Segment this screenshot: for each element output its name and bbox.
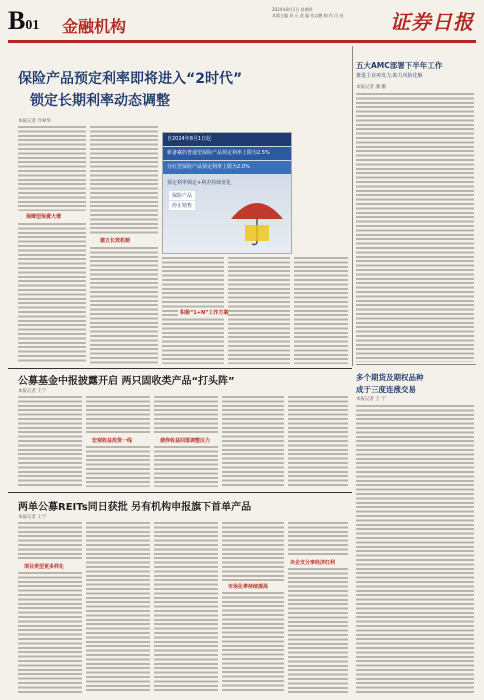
lead-col2-a bbox=[90, 125, 158, 235]
mid-col2-a bbox=[86, 395, 150, 435]
lead-col1-b bbox=[18, 222, 86, 364]
umbrella-icon bbox=[227, 191, 287, 249]
page-header bbox=[0, 0, 484, 44]
mid-col1 bbox=[18, 395, 82, 487]
bottom-headline: 两单公募REITs同日获批 另有机构申报旗下首单产品 bbox=[18, 502, 252, 513]
right-story-2-subtitle: 成于三度连涨交易 bbox=[356, 385, 416, 394]
issue-meta: 2024年8月1日 星期四 本版主编 袁 元 责 编 张志鹏 制 作 闫 亮 bbox=[272, 7, 344, 18]
graphic-tag-1: 保险产品 bbox=[169, 191, 195, 200]
right-story-1-subtitle: 推进主业再发力,助力风险化解 bbox=[356, 73, 423, 79]
mid-subhead-1: 宏观收益投资一线 bbox=[92, 438, 133, 444]
bottom-col5-a bbox=[288, 521, 348, 557]
graphic-band-3: 分红型保险产品预定利率上限为2.0% bbox=[163, 161, 291, 174]
right-story-1-byline: 本报记者 潘 鹏 bbox=[356, 85, 386, 90]
bottom-col2 bbox=[86, 521, 150, 693]
section-title: 金融机构 bbox=[62, 17, 127, 36]
mid-subhead-2: 债券收益回落调整压力 bbox=[160, 438, 211, 444]
lead-subhead-1: 保障型保费大增 bbox=[26, 214, 62, 220]
header-rule bbox=[8, 40, 476, 43]
lead-col1-a bbox=[18, 125, 86, 211]
bottom-top-rule bbox=[8, 492, 352, 493]
lead-headline: 保险产品预定利率即将进入“2时代” 锁定长期利率动态调整 bbox=[18, 71, 243, 109]
newspaper-logo: 证券日报 bbox=[390, 10, 474, 34]
lead-subhead-3: 积极“1+N”工作方案 bbox=[180, 310, 229, 316]
column-divider bbox=[352, 46, 353, 366]
mid-headline: 公募基金中报披露开启 两只固收类产品“打头阵” bbox=[18, 376, 235, 387]
lead-col5 bbox=[294, 256, 348, 364]
mid-col2-b bbox=[86, 445, 150, 487]
bottom-subhead-1: 项目类型更多样化 bbox=[24, 564, 65, 570]
mid-col3-b bbox=[154, 445, 218, 487]
bottom-byline: 本报记者 王宁 bbox=[18, 515, 47, 520]
bottom-subhead-3: 央企支分享经济红利 bbox=[290, 560, 336, 566]
right-story-2-title: 多个期货及期权品种 bbox=[356, 373, 424, 382]
bottom-col3 bbox=[154, 521, 218, 693]
lead-col2-b bbox=[90, 246, 158, 364]
right-story-1-body bbox=[356, 92, 474, 362]
graphic-tag-2: 停止销售 bbox=[169, 201, 195, 210]
mid-col5 bbox=[288, 395, 348, 487]
bottom-col1-b bbox=[18, 571, 82, 693]
lead-subhead-2: 建立长效机制 bbox=[100, 238, 131, 244]
mid-col3-a bbox=[154, 395, 218, 435]
lead-graphic bbox=[162, 132, 292, 254]
bottom-col4-b bbox=[222, 591, 284, 693]
graphic-band-1: 自2024年8月1日起 bbox=[163, 133, 291, 146]
graphic-note: 预定利率锁定+利差持续优化 bbox=[167, 180, 232, 186]
mid-top-rule bbox=[8, 368, 352, 369]
right-story-2-body bbox=[356, 404, 474, 694]
graphic-band-2: 新备案的普通型保险产品预定利率上限为2.5% bbox=[163, 147, 291, 160]
right-story-1-title: 五大AMC部署下半年工作 bbox=[356, 61, 443, 70]
page-number: B01 bbox=[8, 6, 40, 35]
mid-byline: 本报记者 王宁 bbox=[18, 389, 47, 394]
right-story-2-byline: 本报记者 王 宁 bbox=[356, 397, 386, 402]
lead-byline: 本报记者 冷翠华 bbox=[18, 119, 51, 124]
bottom-col1-a bbox=[18, 521, 82, 561]
bottom-col4-a bbox=[222, 521, 284, 581]
right-divider bbox=[356, 364, 476, 365]
mid-col4 bbox=[222, 395, 284, 487]
bottom-col5-b bbox=[288, 567, 348, 693]
bottom-subhead-2: 市场化率持续提高 bbox=[228, 584, 269, 590]
lead-col4 bbox=[228, 256, 290, 364]
